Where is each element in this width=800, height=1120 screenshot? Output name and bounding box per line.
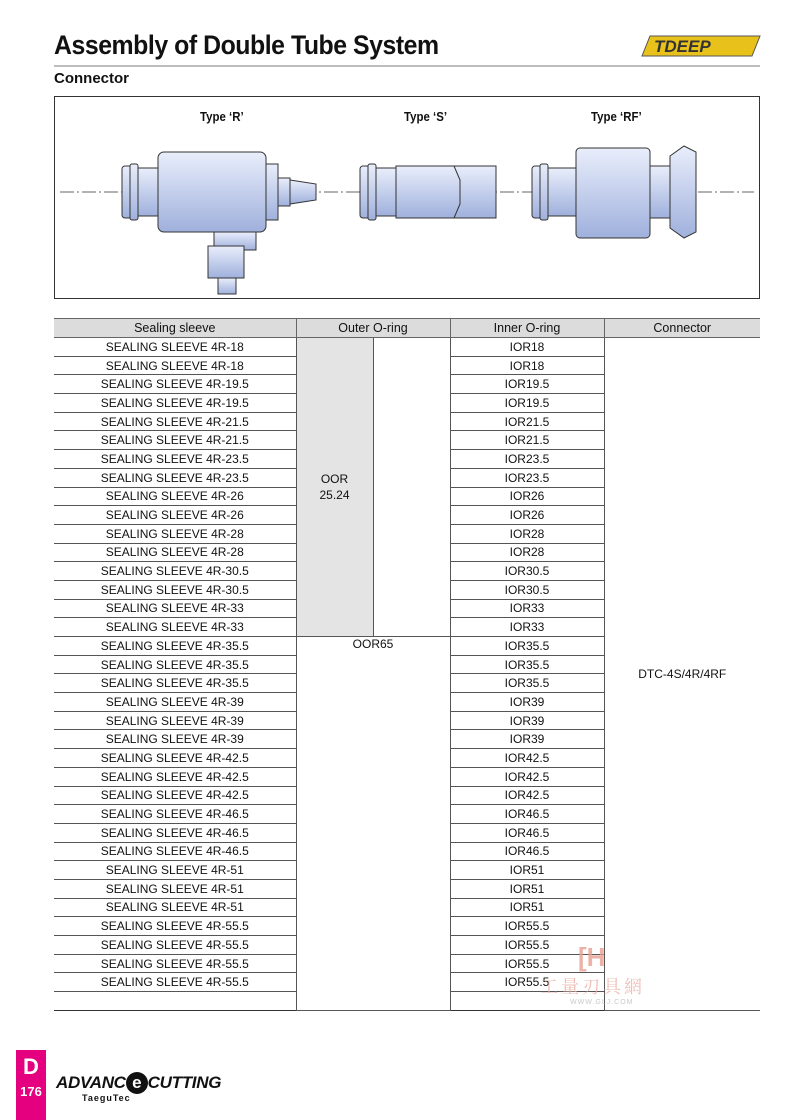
sleeve-cell: SEALING SLEEVE 4R-39: [54, 730, 296, 749]
inner-oring-cell: IOR30.5: [450, 562, 604, 581]
inner-oring-cell: IOR46.5: [450, 823, 604, 842]
outer-oring-group-2: OOR65: [296, 637, 450, 1011]
sleeve-cell: SEALING SLEEVE 4R-28: [54, 524, 296, 543]
inner-oring-cell: IOR55.5: [450, 917, 604, 936]
inner-oring-cell: IOR23.5: [450, 468, 604, 487]
table-row: [54, 338, 760, 357]
sleeve-cell: SEALING SLEEVE 4R-55.5: [54, 954, 296, 973]
outer-oring-text: 25.24: [319, 488, 350, 502]
inner-oring-cell: IOR19.5: [450, 375, 604, 394]
sleeve-cell: SEALING SLEEVE 4R-39: [54, 711, 296, 730]
inner-oring-cell: IOR51: [450, 861, 604, 880]
title-rule: [54, 65, 760, 67]
brand-left: ADVANC: [56, 1073, 126, 1092]
sleeve-cell: SEALING SLEEVE 4R-42.5: [54, 767, 296, 786]
table-header-row: [54, 319, 760, 338]
inner-oring-cell: IOR35.5: [450, 674, 604, 693]
sleeve-cell: SEALING SLEEVE 4R-18: [54, 356, 296, 375]
type-rf-drawing: [532, 146, 696, 238]
page-number: 176: [20, 1084, 42, 1099]
sleeve-cell: SEALING SLEEVE 4R-46.5: [54, 842, 296, 861]
brand-logo: [56, 1072, 221, 1094]
section-letter: D: [23, 1054, 39, 1079]
connector-drawings: [54, 96, 760, 299]
sleeve-cell: SEALING SLEEVE 4R-35.5: [54, 637, 296, 656]
sleeve-cell: SEALING SLEEVE 4R-51: [54, 898, 296, 917]
inner-oring-cell: IOR28: [450, 543, 604, 562]
type-rf-label: Type ‘RF’: [591, 109, 642, 124]
inner-oring-cell: IOR55.5: [450, 954, 604, 973]
watermark-text: 工量刃具網: [540, 977, 645, 997]
inner-oring-cell: IOR26: [450, 506, 604, 525]
page-subtitle: Connector: [54, 70, 129, 87]
sleeve-cell: SEALING SLEEVE 4R-26: [54, 506, 296, 525]
inner-oring-cell: IOR35.5: [450, 637, 604, 656]
header-outer-oring: Outer O-ring: [296, 319, 450, 338]
inner-oring-cell: IOR21.5: [450, 431, 604, 450]
inner-oring-cell: IOR33: [450, 618, 604, 637]
sleeve-cell: SEALING SLEEVE 4R-51: [54, 879, 296, 898]
sleeve-cell: SEALING SLEEVE 4R-23.5: [54, 450, 296, 469]
inner-oring-cell: IOR42.5: [450, 786, 604, 805]
sleeve-cell: SEALING SLEEVE 4R-55.5: [54, 936, 296, 955]
sleeve-cell: SEALING SLEEVE 4R-33: [54, 599, 296, 618]
inner-oring-cell: IOR26: [450, 487, 604, 506]
sleeve-cell: SEALING SLEEVE 4R-21.5: [54, 412, 296, 431]
inner-oring-cell: IOR18: [450, 356, 604, 375]
sleeve-cell: SEALING SLEEVE 4R-42.5: [54, 786, 296, 805]
sleeve-cell: SEALING SLEEVE 4R-42.5: [54, 749, 296, 768]
inner-oring-cell: IOR55.5: [450, 973, 604, 992]
sleeve-cell: SEALING SLEEVE 4R-55.5: [54, 973, 296, 992]
inner-oring-cell: IOR23.5: [450, 450, 604, 469]
brand-sub: TaeguTec: [82, 1093, 131, 1103]
inner-oring-cell: IOR51: [450, 879, 604, 898]
inner-oring-cell: IOR46.5: [450, 805, 604, 824]
sleeve-cell: SEALING SLEEVE 4R-35.5: [54, 655, 296, 674]
inner-oring-cell: IOR35.5: [450, 655, 604, 674]
sleeve-cell: SEALING SLEEVE 4R-55.5: [54, 917, 296, 936]
outer-oring-blank: [373, 338, 450, 637]
inner-oring-cell: IOR18: [450, 338, 604, 357]
inner-oring-cell: IOR46.5: [450, 842, 604, 861]
sleeve-cell: SEALING SLEEVE 4R-39: [54, 693, 296, 712]
inner-oring-cell: IOR39: [450, 730, 604, 749]
watermark-url: WWW.GLJ.COM: [570, 999, 634, 1006]
inner-oring-cell: IOR51: [450, 898, 604, 917]
outer-oring-group-1: [296, 338, 373, 637]
section-tab: [16, 1050, 46, 1120]
sleeve-cell: SEALING SLEEVE 4R-28: [54, 543, 296, 562]
brand-e: e: [126, 1072, 148, 1094]
inner-oring-cell: IOR30.5: [450, 580, 604, 599]
inner-oring-cell: IOR21.5: [450, 412, 604, 431]
sleeve-cell: SEALING SLEEVE 4R-18: [54, 338, 296, 357]
sealing-table: [54, 318, 760, 1011]
sleeve-cell: SEALING SLEEVE 4R-35.5: [54, 674, 296, 693]
sleeve-cell: SEALING SLEEVE 4R-51: [54, 861, 296, 880]
inner-oring-cell: IOR42.5: [450, 749, 604, 768]
sleeve-cell: SEALING SLEEVE 4R-30.5: [54, 562, 296, 581]
sleeve-cell: SEALING SLEEVE 4R-46.5: [54, 805, 296, 824]
inner-oring-cell: IOR19.5: [450, 394, 604, 413]
type-r-drawing: [122, 152, 316, 294]
connector-cell: DTC-4S/4R/4RF: [604, 338, 760, 1011]
logo-text: TDEEP: [654, 37, 711, 56]
watermark: [540, 942, 645, 1006]
sleeve-cell: SEALING SLEEVE 4R-30.5: [54, 580, 296, 599]
outer-oring-text: OOR: [320, 472, 349, 486]
sleeve-cell: SEALING SLEEVE 4R-26: [54, 487, 296, 506]
inner-oring-cell: IOR42.5: [450, 767, 604, 786]
inner-oring-cell: IOR39: [450, 693, 604, 712]
watermark-mark: [H: [578, 942, 606, 972]
tdeep-logo: [640, 32, 762, 60]
sleeve-cell: SEALING SLEEVE 4R-19.5: [54, 394, 296, 413]
sleeve-cell: SEALING SLEEVE 4R-23.5: [54, 468, 296, 487]
sleeve-cell: SEALING SLEEVE 4R-19.5: [54, 375, 296, 394]
inner-oring-cell: IOR39: [450, 711, 604, 730]
type-r-label: Type ‘R’: [200, 109, 244, 124]
brand-right: CUTTING: [147, 1073, 222, 1092]
header-inner-oring: Inner O-ring: [450, 319, 604, 338]
type-s-drawing: [360, 164, 496, 220]
inner-oring-cell: IOR55.5: [450, 936, 604, 955]
inner-oring-cell: IOR28: [450, 524, 604, 543]
header-connector: Connector: [604, 319, 760, 338]
sleeve-cell: SEALING SLEEVE 4R-33: [54, 618, 296, 637]
inner-oring-cell: IOR33: [450, 599, 604, 618]
sleeve-cell: SEALING SLEEVE 4R-46.5: [54, 823, 296, 842]
type-s-label: Type ‘S’: [404, 109, 448, 124]
sleeve-cell: SEALING SLEEVE 4R-21.5: [54, 431, 296, 450]
page-title: Assembly of Double Tube System: [54, 30, 439, 60]
sleeve-cell: [54, 992, 296, 1011]
header-sealing-sleeve: Sealing sleeve: [54, 319, 296, 338]
